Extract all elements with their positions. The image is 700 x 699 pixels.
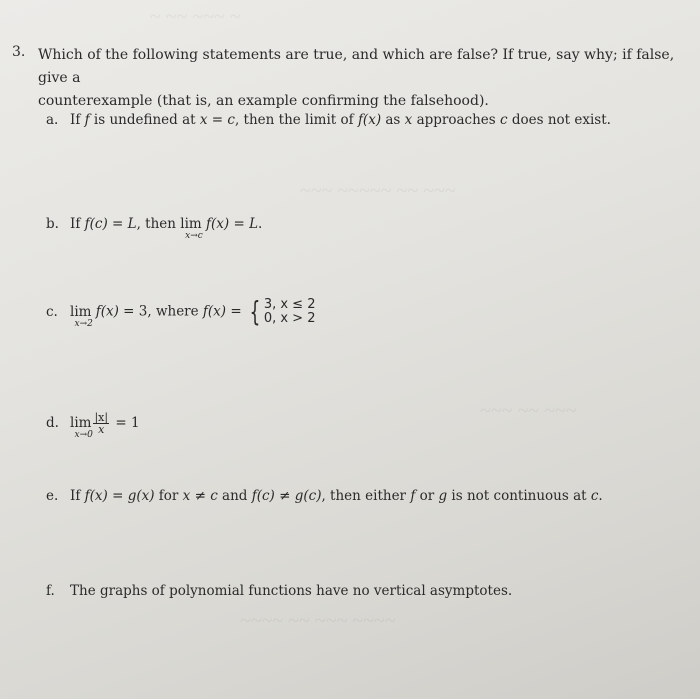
piecewise-case-1: 3, x ≤ 2 xyxy=(263,297,316,312)
statement-c-letter: c. xyxy=(46,303,58,320)
limit-subscript: x→c xyxy=(185,231,203,241)
piecewise-cases xyxy=(264,298,316,326)
question-prompt-line-1: Which of the following statements are true, and which are false? If true, say why; if false, give a xyxy=(38,47,675,86)
bleed-through-mark: ~~~ ~~~~~ ~~ ~~~ xyxy=(300,180,456,202)
limit-operator: lim x→2 xyxy=(70,304,91,320)
piecewise-case-2: 0, x > 2 xyxy=(263,311,316,326)
statement-a-letter: a. xyxy=(46,112,59,128)
statement-f-letter: f. xyxy=(46,583,55,599)
statement-b-letter: b. xyxy=(46,216,59,232)
limit-operator: lim x→c xyxy=(180,216,201,232)
bleed-through-mark: ~~~ ~~ ~~~ xyxy=(480,400,577,422)
statement-b: b. If f(c) = L, then lim x→c f(x) = L. xyxy=(46,216,263,241)
question-number: 3. xyxy=(12,44,26,60)
piecewise-brace: { xyxy=(249,295,261,328)
limit-subscript: x→0 xyxy=(74,430,93,440)
statement-d: d. lim x→0 $\frac{|x|}{x}$ = 1 xyxy=(46,411,140,440)
statement-e: e. If f(x) = g(x) for x ≠ c and f(c) ≠ g(c), then either f or g is not continuous at c. xyxy=(46,488,603,504)
statement-f-text: The graphs of polynomial functions have no vertical asymptotes. xyxy=(70,583,513,599)
statement-f xyxy=(46,583,512,599)
statement-c: c. lim x→2 f(x) = 3, where f(x) = { 3, x ≤ 2 0, x > 2 xyxy=(46,295,316,329)
statement-a: a. If f is undefined at x = c, then the limit of f(x) as x approaches c does not exist. xyxy=(46,112,611,128)
limit-subscript: x→2 xyxy=(74,318,93,329)
bleed-through-mark: ~~~~ ~~ ~~~ ~~~~ xyxy=(240,610,396,632)
question-prompt xyxy=(38,44,678,113)
fraction-numerator: |x| xyxy=(94,411,109,424)
limit-operator: lim x→0 xyxy=(70,415,91,431)
statement-e-letter: e. xyxy=(46,488,59,504)
statement-d-letter: d. xyxy=(46,415,59,431)
bleed-through-mark: ~ ~~ ~~~ ~ xyxy=(150,6,241,28)
fraction-denominator: x xyxy=(98,423,105,436)
question-prompt-line-2: counterexample (that is, an example confirming the falsehood). xyxy=(38,93,489,109)
